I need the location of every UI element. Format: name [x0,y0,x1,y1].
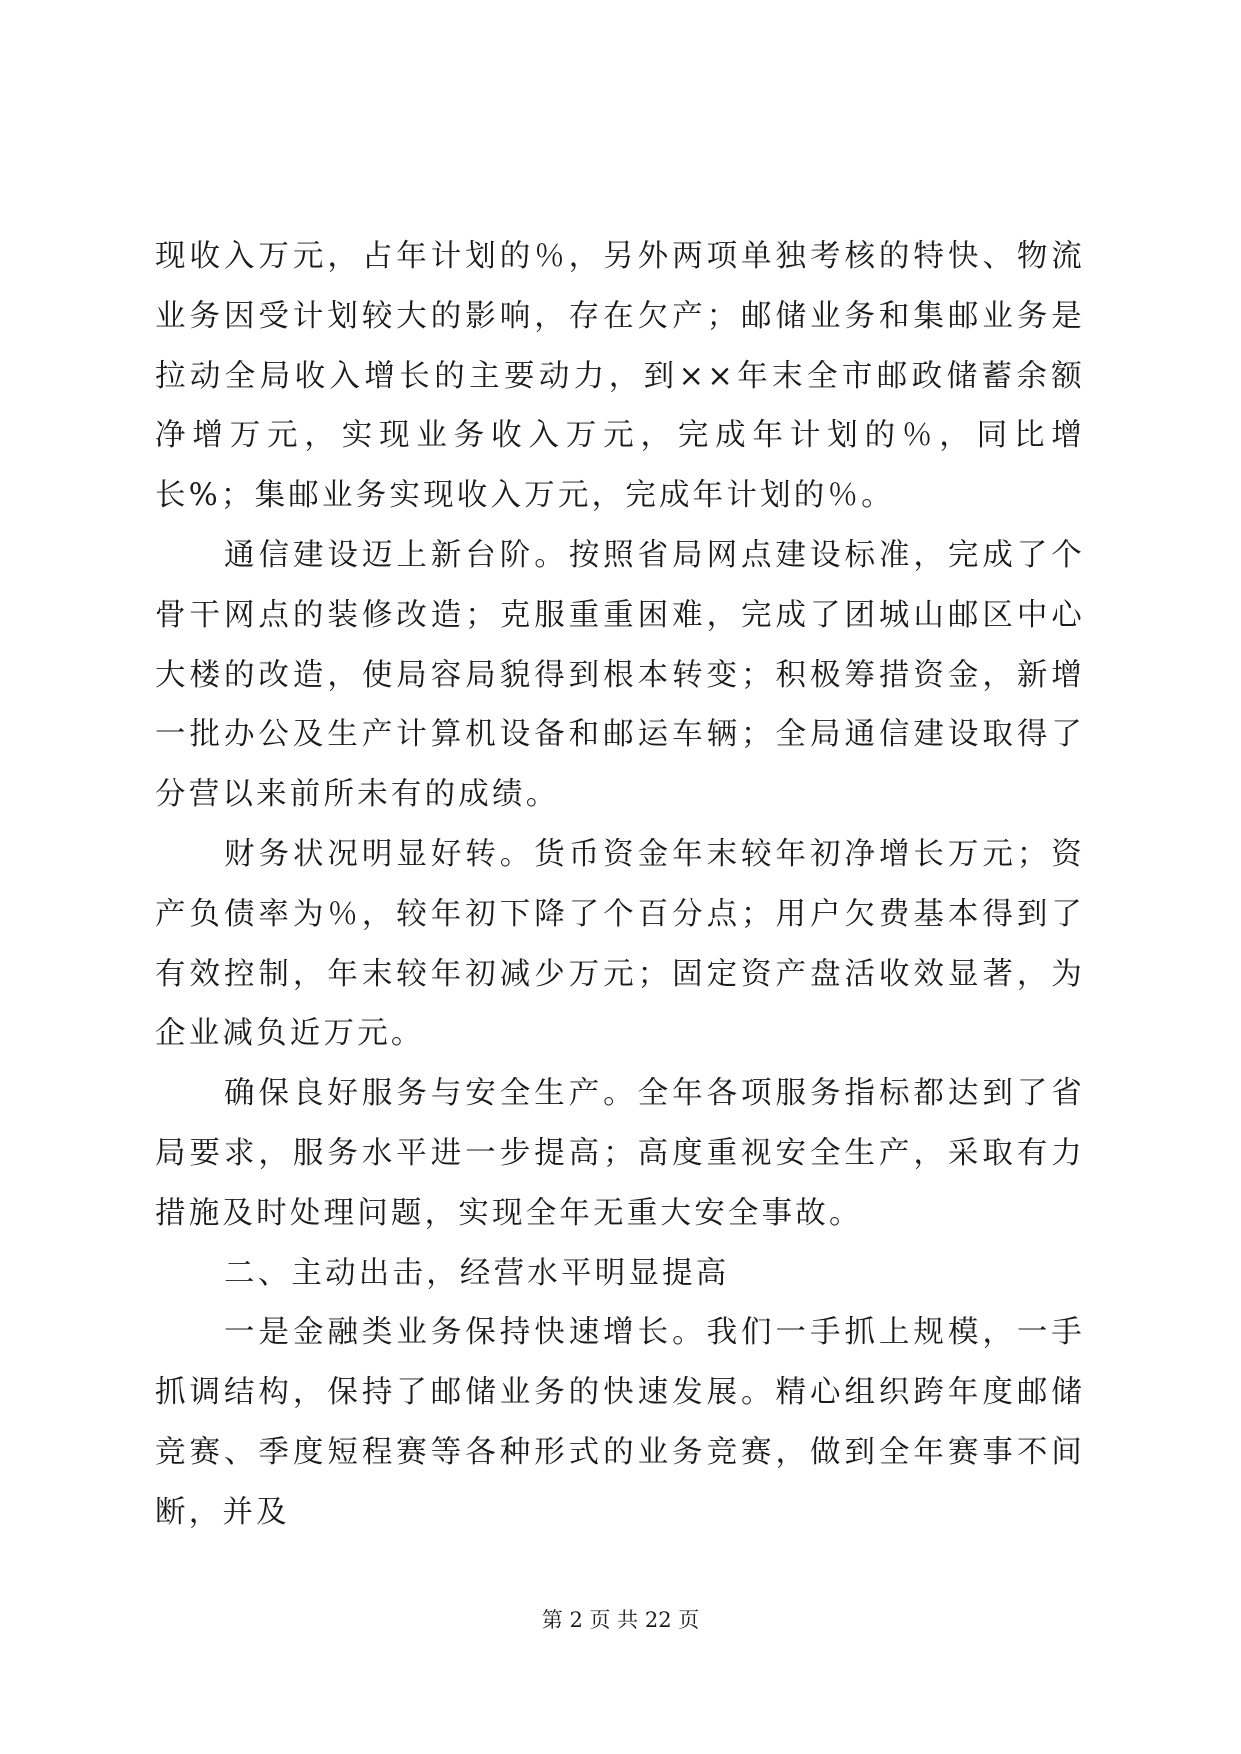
paragraph-communication-construction: 通信建设迈上新台阶。按照省局网点建设标准，完成了个骨干网点的装修改造；克服重重困难，完成了团城山邮区中心大楼的改造，使局容局貌得到根本转变；积极筹措资金，新增一批办公及生产计算机设备和邮运车辆；全局通信建设取得了分营以来前所未有的成绩。 [155,537,1085,813]
page-number-label: 第 2 页 共 22 页 [541,1608,700,1632]
paragraph-financial-status: 财务状况明显好转。货币资金年末较年初净增长万元；资产负债率为％，较年初下降了个百分点；用户欠费基本得到了有效控制，年末较年初减少万元；固定资产盘活收效显著，为企业减负近万元。 [155,836,1085,1052]
paragraph-service-safety: 确保良好服务与安全生产。全年各项服务指标都达到了省局要求，服务水平进一步提高；高度重视安全生产，采取有力措施及时处理问题，实现全年无重大安全事故。 [155,1076,1085,1231]
page-footer [0,1605,1241,1635]
paragraph-revenue-continued: 现收入万元，占年计划的％，另外两项单独考核的特快、物流业务因受计划较大的影响，存在欠产；邮储业务和集邮业务是拉动全局收入增长的主要动力，到××年末全市邮政储蓄余额净增万元，实现业务收入万元，完成年计划的％，同比增长%；集邮业务实现收入万元，完成年计划的％。 [155,239,1085,514]
paragraph-financial-business: 一是金融类业务保持快速增长。我们一手抓上规模，一手抓调结构，保持了邮储业务的快速发展。精心组织跨年度邮储竞赛、季度短程赛等各种形式的业务竞赛，做到全年赛事不间断，并及 [155,1315,1085,1530]
document-body [155,227,1085,1543]
section-heading-2: 二、主动出击，经营水平明显提高 [224,1255,730,1291]
